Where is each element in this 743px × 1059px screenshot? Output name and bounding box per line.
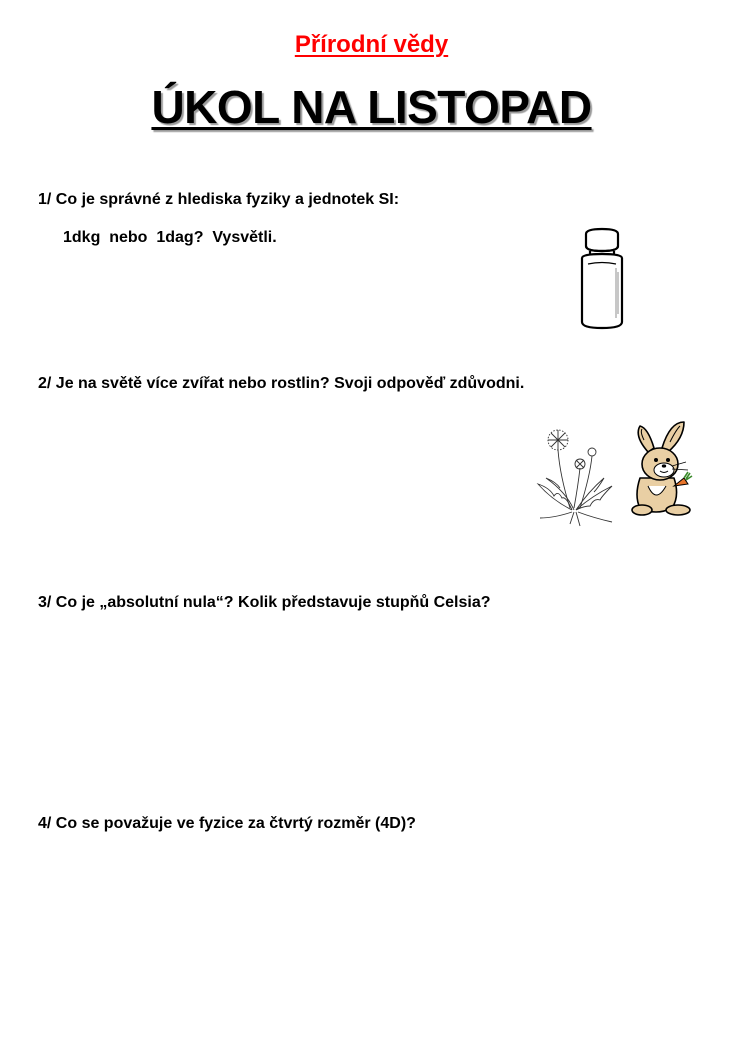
question-3: 3/ Co je „absolutní nula“? Kolik představuje stupňů Celsia? — [38, 594, 491, 611]
question-2: 2/ Je na světě více zvířat nebo rostlin? Svoji odpověď zdůvodni. — [38, 375, 525, 392]
bunny-icon — [626, 416, 696, 518]
question-4: 4/ Co se považuje ve fyzice za čtvrtý rozměr (4D)? — [38, 815, 416, 832]
weight-icon — [572, 226, 632, 332]
page-title: ÚKOL NA LISTOPAD — [151, 81, 592, 133]
question-1-subtext: 1dkg nebo 1dag? Vysvětli. — [63, 229, 277, 246]
subject-heading: Přírodní vědy — [294, 31, 449, 58]
question-1: 1/ Co je správné z hlediska fyziky a jednotek SI: — [38, 191, 400, 208]
dandelion-icon — [532, 426, 620, 530]
